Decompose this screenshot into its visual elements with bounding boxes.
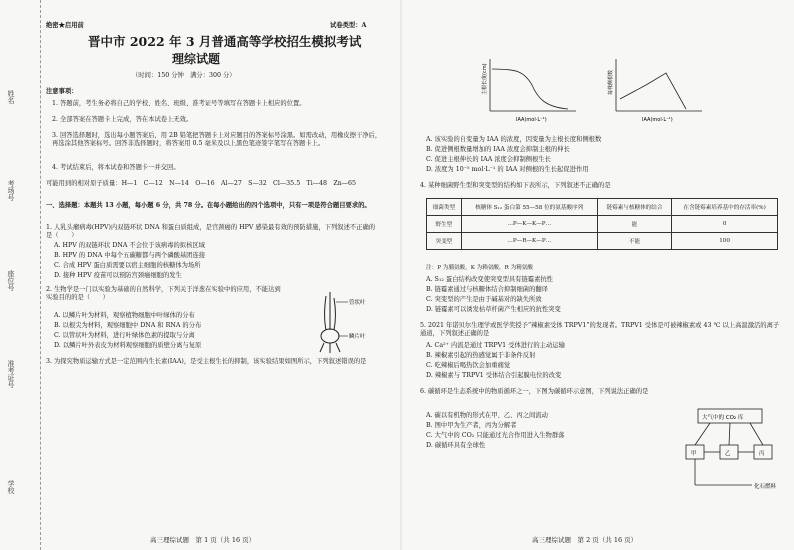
option: B. HPV 的 DNA 中每个五碳糖都与两个磷酸基团连接 [54,252,206,259]
option: B. 链霉素通过与核糖体结合抑制细菌的翻译 [426,286,548,293]
figure-label: 化石燃料 [754,484,777,490]
option: B. 以根尖为材料，观察细胞中 DNA 和 RNA 的分布 [54,322,202,329]
question-stem: 6. 碳循环是生态系统中的物质循环之一，下图为碳循环示意图，下列说法正确的是 [420,388,649,395]
carbon-cycle-figure [680,405,780,495]
option: C. 促进主根伸长的 IAA 浓度会抑制侧根生长 [426,156,551,163]
option: C. 以管状叶为材料，进行叶绿体色素的提取与分离 [54,332,195,339]
flow-arrow [729,423,730,445]
paper-type: 试卷类型：A [330,22,367,29]
option: A. 碳以有机物的形式在甲、乙、丙之间流动 [426,412,548,419]
flow-arrow [695,423,710,445]
table-cell: 能 [597,216,671,233]
option: A. 该实验的自变量为 IAA 的浓度，因变量为主根长度和侧根数 [426,136,602,143]
table-header: 链霉素与核糖体的结合 [597,199,671,216]
figure-label: 乙 [725,451,731,457]
option: C. 合成 HPV 蛋白质需要以宿主细胞的核糖体为场所 [54,262,201,269]
option: B. 促进侧根数量增加的 IAA 浓度会抑制主根的伸长 [426,146,570,153]
option: C. 突变型的产生是由于碱基对的缺失所致 [426,296,542,303]
exam-title: 晋中市 2022 年 3 月普通高等学校招生模拟考试 [88,34,362,49]
option: C. 吃辣椒后喝热饮会加重痛觉 [426,362,511,369]
option: D. 链霉素可以诱发枯草杆菌产生相应的抗性突变 [426,306,561,313]
curve-main-root [492,69,568,109]
bacteria-table [426,198,778,250]
right-page [402,0,794,550]
note-item: 2. 全部答案在答题卡上完成，答在本试卷上无效。 [52,116,193,123]
table-row [427,233,778,250]
option: B. 辣椒素引起的热感觉属于非条件反射 [426,352,536,359]
figure-label: 管状叶 [349,300,366,306]
figure-label: 丙 [759,451,765,457]
page-footer: 高三理综试题 第 1 页（共 16 页） [150,536,256,544]
option: C. 大气中的 CO₂ 只能通过光合作用进入生物群落 [426,432,565,439]
page-footer: 高三理综试题 第 2 页（共 16 页） [532,536,638,544]
option: A. 以鳞片叶为材料，观察植物细胞中叶绿体的分布 [54,312,195,319]
graph-lateral-root [602,55,712,125]
option: D. 接种 HPV 疫苗可以预防宫颈癌细胞的发生 [54,272,182,279]
option: D. 辣椒素与 TRPV1 受体结合引起膜电位的改变 [426,372,562,379]
option: D. 碳循环具有全球性 [426,442,486,449]
onion-figure [296,286,366,354]
flow-arrow [750,423,763,445]
table-cell: 野生型 [427,216,462,233]
table-header: 核糖体 S₁₂ 蛋白第 55—58 位的氨基酸序列 [461,199,597,216]
note-item: 3. 回答选择题时，选出每小题答案后，用 2B 铅笔把答题卡上对应题目的答案标号涂黑。如需改动，用橡皮擦干净后，再选涂其他答案标号。回答非选择题时，将答案用 0.5 毫米及以上黑色笔迹签字笔写在答题卡上。 [52,132,382,147]
figure-label: 甲 [691,451,697,457]
table-cell: …P—R—K—P… [461,233,597,250]
gutter-label: 学校 [7,480,15,494]
table-header: 在含链霉素培养基中的存活率(%) [672,199,778,216]
question-stem: 4. 某种细菌野生型和突变型的结构如下表所示，下列叙述不正确的是 [420,182,611,189]
question-stem: 5. 2021 年诺贝尔生理学或医学奖授予“辣椒素受体 TRPV1”的发现者。TRPV1 受体是可被辣椒素或 43 ℃ 以上高温激活的离子通道，下列叙述正确的是 [420,322,780,337]
gutter-label: 座位号 [7,270,15,291]
notes-heading: 注意事项： [46,88,78,95]
figure-label: 鳞片叶 [349,334,366,340]
axis-label: 主根长度(cm) [482,63,488,95]
table-note: 注：P 为脯氨酸，K 为赖氨酸，R 为精氨酸 [426,265,533,271]
graph-main-root [476,55,586,125]
section-heading: 一、选择题：本题共 13 小题，每小题 6 分，共 78 分。在每小题给出的四个选项中，只有一项是符合题目要求的。 [46,202,371,209]
gutter-label: 考场号 [7,180,15,201]
root-strokes [320,343,340,353]
bulb-shape [321,329,339,343]
note-item: 1. 答题前，考生务必将自己的学校、姓名、班级、准考证号等填写在答题卡上相应的位置。 [52,100,306,107]
axis-label: IAA(mol·L⁻¹) [516,117,547,123]
axis-label: IAA(mol·L⁻¹) [642,117,673,123]
option: B. 图中甲为生产者，丙为分解者 [426,422,517,429]
table-cell: …P—K—K—P… [461,216,597,233]
option: A. HPV 的双链环状 DNA 不会位于该病毒的拟核区域 [54,242,205,249]
atomic-masses: 可能用到的相对原子质量：H—1 C—12 N—14 O—16 Al—27 S—32 Cl—35.5 Ti—48 Zn—65 [46,180,357,187]
question-stem: 1. 人乳头瘤病毒(HPV)内双链环状 DNA 和蛋白质组成，是宫颈癌的 HPV 感染最有效的预防措施，下列叙述不正确的是（ ） [46,224,376,239]
question-stem: 2. 生物学是一门以实验为基础的自然科学，下列关于洋葱在实验中的应用，不能达到实验目的的是（ ） [46,286,281,301]
time-score: （时间：150 分钟 满分：300 分） [132,72,236,79]
table-cell: 不能 [597,233,671,250]
option: D. 浓度为 10⁻⁵ mol·L⁻¹ 的 IAA 对侧根的生长起促进作用 [426,166,589,173]
table-cell: 100 [672,233,778,250]
option: A. S₁₂ 蛋白结构改变使突变型具有链霉素抗性 [426,276,553,283]
tubular-leaf-strokes [325,292,336,330]
gutter-label: 姓名 [7,90,15,104]
table-cell: 突变型 [427,233,462,250]
binding-margin [0,0,41,550]
secret-mark: 绝密★启用前 [46,22,84,29]
table-row [427,216,778,233]
question-stem: 3. 为探究物质运输方式是一定范围内生长素(IAA)，是受主根生长的抑制，该实验结果如图所示，下列叙述错误的是 [46,358,367,365]
subject-title: 理综试题 [172,52,221,66]
gutter-label: 准考证号 [7,360,15,388]
table-cell: 0 [672,216,778,233]
note-item: 4. 考试结束后，将本试卷和答题卡一并交回。 [52,164,180,171]
option: D. 以鳞片叶外表皮为材料观察细胞的质壁分离与复原 [54,342,202,349]
curve-lateral-root [620,73,686,109]
option: A. Ca²⁺ 内流是通过 TRPV1 受体进行的主动运输 [426,342,565,349]
table-header-row [427,199,778,216]
table-header: 细菌类型 [427,199,462,216]
axis-label: 每株侧根数 [608,69,614,95]
figure-label: 大气中的 CO₂ 库 [702,415,744,421]
